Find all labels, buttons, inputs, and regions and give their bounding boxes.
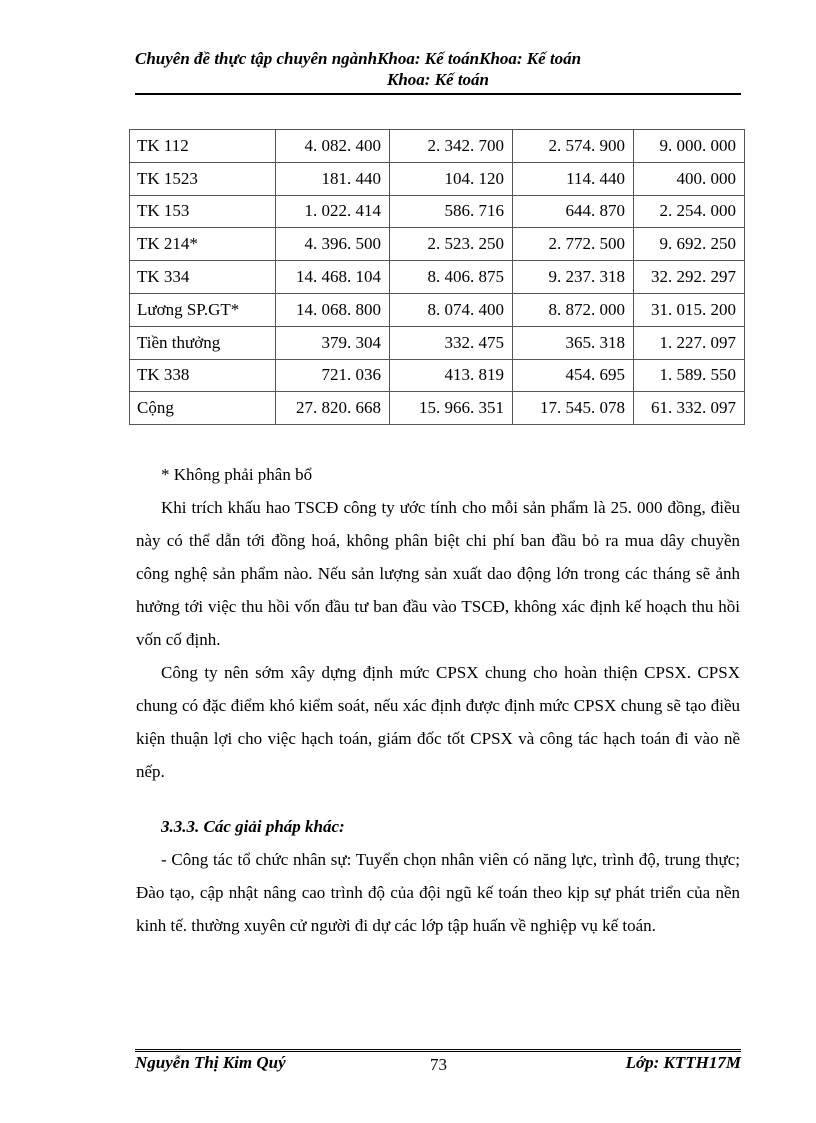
cell-value: 586. 716 (390, 195, 513, 228)
author-name: Nguyễn Thị Kim Quý (135, 1053, 286, 1072)
row-label: TK 338 (130, 359, 276, 392)
paragraph: - Công tác tổ chức nhân sự: Tuyển chọn nhân viên có năng lực, trình độ, trung thực; Đào tạo, cập nhật nâng cao trình độ của đội ngũ kế toán theo kịp sự phát triển của nền kinh tế. thường xuyên cử người đi dự các lớp tập huấn về nghiệp vụ kế toán. (136, 850, 740, 935)
cell-value: 4. 082. 400 (276, 130, 390, 163)
cell-value: 181. 440 (276, 162, 390, 195)
cell-value: 2. 523. 250 (390, 228, 513, 261)
row-label: Lương SP.GT* (130, 293, 276, 326)
table-row (130, 228, 745, 261)
row-label: TK 1523 (130, 162, 276, 195)
footer-divider (135, 1049, 741, 1052)
cost-allocation-table (129, 129, 745, 425)
row-label: TK 334 (130, 261, 276, 294)
row-label: TK 214* (130, 228, 276, 261)
cell-total: 2. 254. 000 (634, 195, 745, 228)
cell-value: 2. 342. 700 (390, 130, 513, 163)
header-title: Chuyên đề thực tập chuyên ngànhKhoa: Kế toánKhoa: Kế toán (135, 49, 582, 68)
cell-value: 2. 772. 500 (513, 228, 634, 261)
cell-total: 1. 589. 550 (634, 359, 745, 392)
table-row (130, 130, 745, 163)
page-footer (135, 1053, 741, 1079)
paragraph: Công ty nên sớm xây dựng định mức CPSX chung cho hoàn thiện CPSX. CPSX chung có đặc điểm khó kiểm soát, nếu xác định được định mức CPSX chung sẽ tạo điều kiện thuận lợi cho việc hạch toán, giám đốc tốt CPSX và công tác hạch toán đi vào nề nếp. (136, 663, 740, 781)
cell-value: 721. 036 (276, 359, 390, 392)
cell-value: 17. 545. 078 (513, 392, 634, 425)
row-label: Cộng (130, 392, 276, 425)
cell-value: 413. 819 (390, 359, 513, 392)
body-text (136, 458, 740, 942)
row-label: TK 153 (130, 195, 276, 228)
table-row (130, 326, 745, 359)
cell-value: 454. 695 (513, 359, 634, 392)
cell-value: 8. 074. 400 (390, 293, 513, 326)
cell-value: 2. 574. 900 (513, 130, 634, 163)
row-label: TK 112 (130, 130, 276, 163)
cell-total: 31. 015. 200 (634, 293, 745, 326)
cell-value: 27. 820. 668 (276, 392, 390, 425)
cell-value: 644. 870 (513, 195, 634, 228)
header-divider (135, 93, 741, 95)
table-row-total (130, 392, 745, 425)
class-label: Lớp: KTTH17M (625, 1053, 741, 1072)
cell-value: 332. 475 (390, 326, 513, 359)
cell-value: 1. 022. 414 (276, 195, 390, 228)
cell-value: 114. 440 (513, 162, 634, 195)
cell-value: 8. 872. 000 (513, 293, 634, 326)
section-heading: 3.3.3. Các giải pháp khác: (161, 817, 345, 836)
cell-total: 1. 227. 097 (634, 326, 745, 359)
cell-total: 400. 000 (634, 162, 745, 195)
cell-total: 9. 000. 000 (634, 130, 745, 163)
table-row (130, 261, 745, 294)
cell-value: 14. 068. 800 (276, 293, 390, 326)
cell-value: 4. 396. 500 (276, 228, 390, 261)
cell-total: 61. 332. 097 (634, 392, 745, 425)
table-row (130, 293, 745, 326)
cell-value: 379. 304 (276, 326, 390, 359)
table-footnote: * Không phải phân bổ (161, 465, 313, 484)
cell-value: 365. 318 (513, 326, 634, 359)
table-row (130, 162, 745, 195)
table-row (130, 195, 745, 228)
page-number: 73 (430, 1055, 447, 1074)
cell-total: 32. 292. 297 (634, 261, 745, 294)
cell-total: 9. 692. 250 (634, 228, 745, 261)
table-row (130, 359, 745, 392)
paragraph: Khi trích khấu hao TSCĐ công ty ước tính cho mỗi sản phẩm là 25. 000 đồng, điều này có thể dẫn tới đồng hoá, không phân biệt chi phí ban đầu bỏ ra mua dây chuyền công nghệ sản phẩm nào. Nếu sản lượng sản xuất dao động lớn trong các tháng sẽ ảnh hưởng tới việc thu hồi vốn đầu tư ban đầu vào TSCĐ, không xác định kế hoạch thu hồi vốn cố định. (136, 498, 740, 649)
cell-value: 9. 237. 318 (513, 261, 634, 294)
page-header (135, 48, 741, 90)
cell-value: 15. 966. 351 (390, 392, 513, 425)
cell-value: 104. 120 (390, 162, 513, 195)
header-subtitle: Khoa: Kế toán (386, 70, 490, 89)
cell-value: 8. 406. 875 (390, 261, 513, 294)
row-label: Tiền thưởng (130, 326, 276, 359)
cell-value: 14. 468. 104 (276, 261, 390, 294)
